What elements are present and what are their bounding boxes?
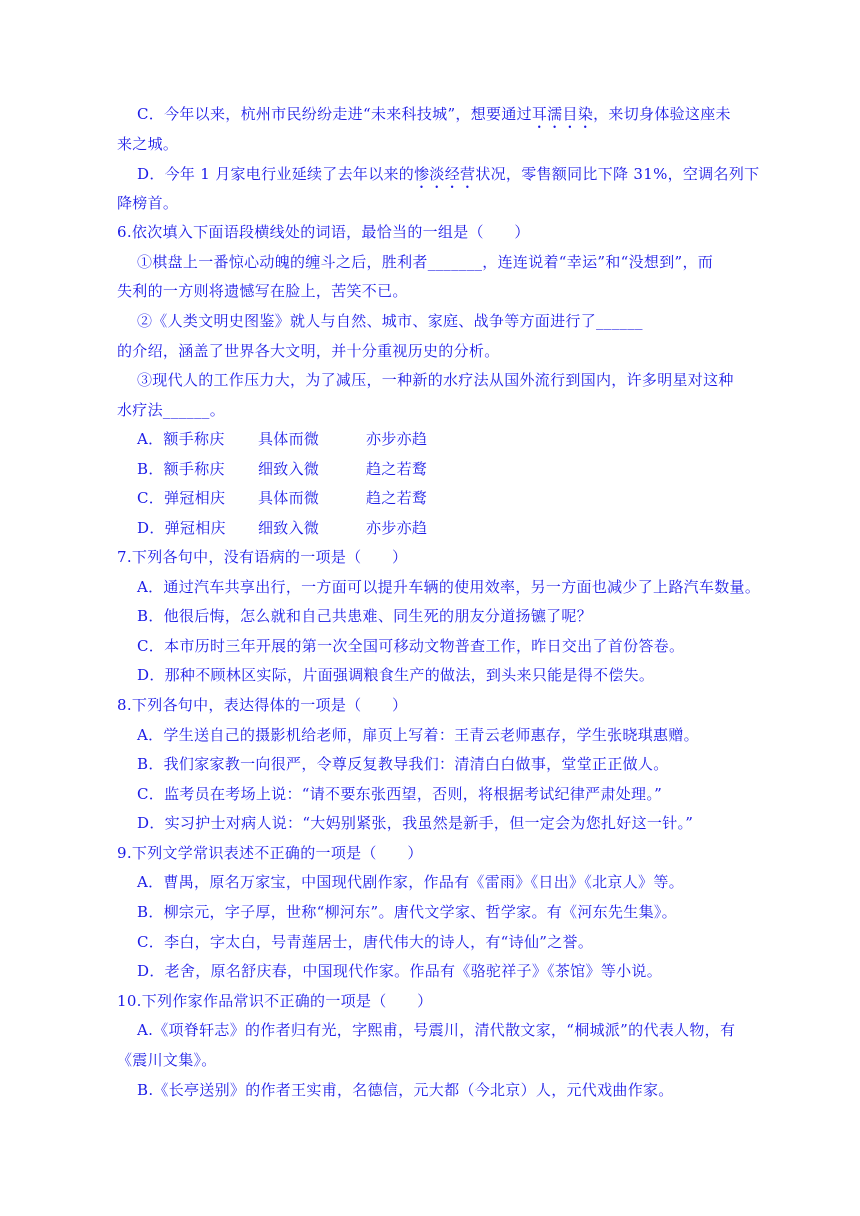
option-word-3: 趋之若鹜 [366,489,428,507]
q5-option-d-line2: 降榜首。 [117,194,179,212]
q7-option-a: A．通过汽车共享出行，一方面可以提升车辆的使用效率，另一方面也减少了上路汽车数量。 [137,578,761,596]
q6-passage-3-line2: 水疗法______。 [117,401,226,419]
option-word-3: 趋之若鹜 [366,460,428,478]
option-word-1: D．弹冠相庆 [137,519,226,537]
q6-passage-2: ②《人类文明史图鉴》就人与自然、城市、家庭、战争等方面进行了______ [137,312,643,330]
q5-option-c-text: C．今年以来，杭州市民纷纷走进“未来科技城”，想要通过 [137,105,532,123]
q8-option-a: A．学生送自己的摄影机给老师，扉页上写着：王青云老师惠存，学生张晓琪惠赠。 [137,726,699,744]
q5-option-d-text: D．今年 1 月家电行业延续了去年以来的 [137,165,415,183]
q7-option-d: D．那种不顾林区实际，片面强调粮食生产的做法，到头来只能是得不偿失。 [137,666,655,684]
option-word-3: 亦步亦趋 [366,430,428,448]
q6-option-b [137,459,537,479]
q5-option-c-emphasis: 耳濡目染 [531,105,594,123]
q6-option-d [137,518,537,538]
q5-option-d-text-end: 状况，零售额同比下降 31%，空调名列下 [475,165,760,183]
q5-option-c [137,104,731,132]
option-word-3: 亦步亦趋 [366,519,428,537]
q6-option-a [137,429,537,449]
q6-stem: 6.依次填入下面语段横线处的词语，最恰当的一组是（ ） [117,223,530,241]
q10-stem: 10.下列作家作品常识不正确的一项是（ ） [117,992,433,1010]
q10-option-a: A.《项脊轩志》的作者归有光，字熙甫，号震川，清代散文家，“桐城派”的代表人物，有 [137,1021,736,1039]
option-word-2: 具体而微 [258,430,320,448]
option-word-1: B．额手称庆 [137,460,225,478]
q8-stem: 8.下列各句中，表达得体的一项是（ ） [117,696,408,714]
q8-option-d: D．实习护士对病人说：“大妈别紧张，我虽然是新手，但一定会为您扎好这一针。” [137,814,694,832]
q10-option-b: B.《长亭送别》的作者王实甫，名德信，元大都（今北京）人，元代戏曲作家。 [137,1081,674,1099]
q7-option-c: C．本市历时三年开展的第一次全国可移动文物普查工作，昨日交出了首份答卷。 [137,637,685,655]
q7-option-b: B．他很后悔，怎么就和自己共患难、同生死的朋友分道扬镳了呢？ [137,607,593,625]
q5-option-d [137,164,759,192]
q6-option-c [137,488,537,508]
q5-option-c-line2: 来之城。 [117,135,179,153]
q10-option-a-line2: 《震川文集》。 [117,1051,217,1069]
option-word-2: 细致入微 [258,460,320,478]
option-word-1: A．额手称庆 [137,430,225,448]
q6-passage-1-line2: 失利的一方则将遗憾写在脸上，苦笑不已。 [117,282,408,300]
q6-passage-1: ①棋盘上一番惊心动魄的缠斗之后，胜利者_______，连连说着“幸运”和“没想到”，而 [137,253,714,271]
option-word-1: C．弹冠相庆 [137,489,226,507]
q5-option-d-emphasis: 惨淡经营 [414,165,476,183]
q7-stem: 7.下列各句中，没有语病的一项是（ ） [117,548,408,566]
q6-passage-2-line2: 的介绍，涵盖了世界各大文明，并十分重视历史的分析。 [117,342,500,360]
q8-option-b: B．我们家家教一向很严，令尊反复教导我们：清清白白做事，堂堂正正做人。 [137,755,669,773]
q5-option-c-text-end: ，来切身体验这座未 [593,105,731,123]
q6-passage-3: ③现代人的工作压力大，为了减压，一种新的水疗法从国外流行到国内，许多明星对这种 [137,371,734,389]
q8-option-c: C．监考员在考场上说：“请不要东张西望，否则，将根据考试纪律严肃处理。” [137,785,663,803]
q9-option-b: B．柳宗元，字子厚，世称“柳河东”。唐代文学家、哲学家。有《河东先生集》。 [137,903,677,921]
q9-option-a: A．曹禺，原名万家宝，中国现代剧作家，作品有《雷雨》《日出》《北京人》等。 [137,873,684,891]
q9-option-d: D．老舍，原名舒庆春，中国现代作家。作品有《骆驼祥子》《茶馆》等小说。 [137,962,663,980]
q9-option-c: C．李白，字太白，号青莲居士，唐代伟大的诗人，有“诗仙”之誉。 [137,933,594,951]
q9-stem: 9.下列文学常识表述不正确的一项是（ ） [117,844,423,862]
option-word-2: 细致入微 [258,519,320,537]
option-word-2: 具体而微 [258,489,320,507]
